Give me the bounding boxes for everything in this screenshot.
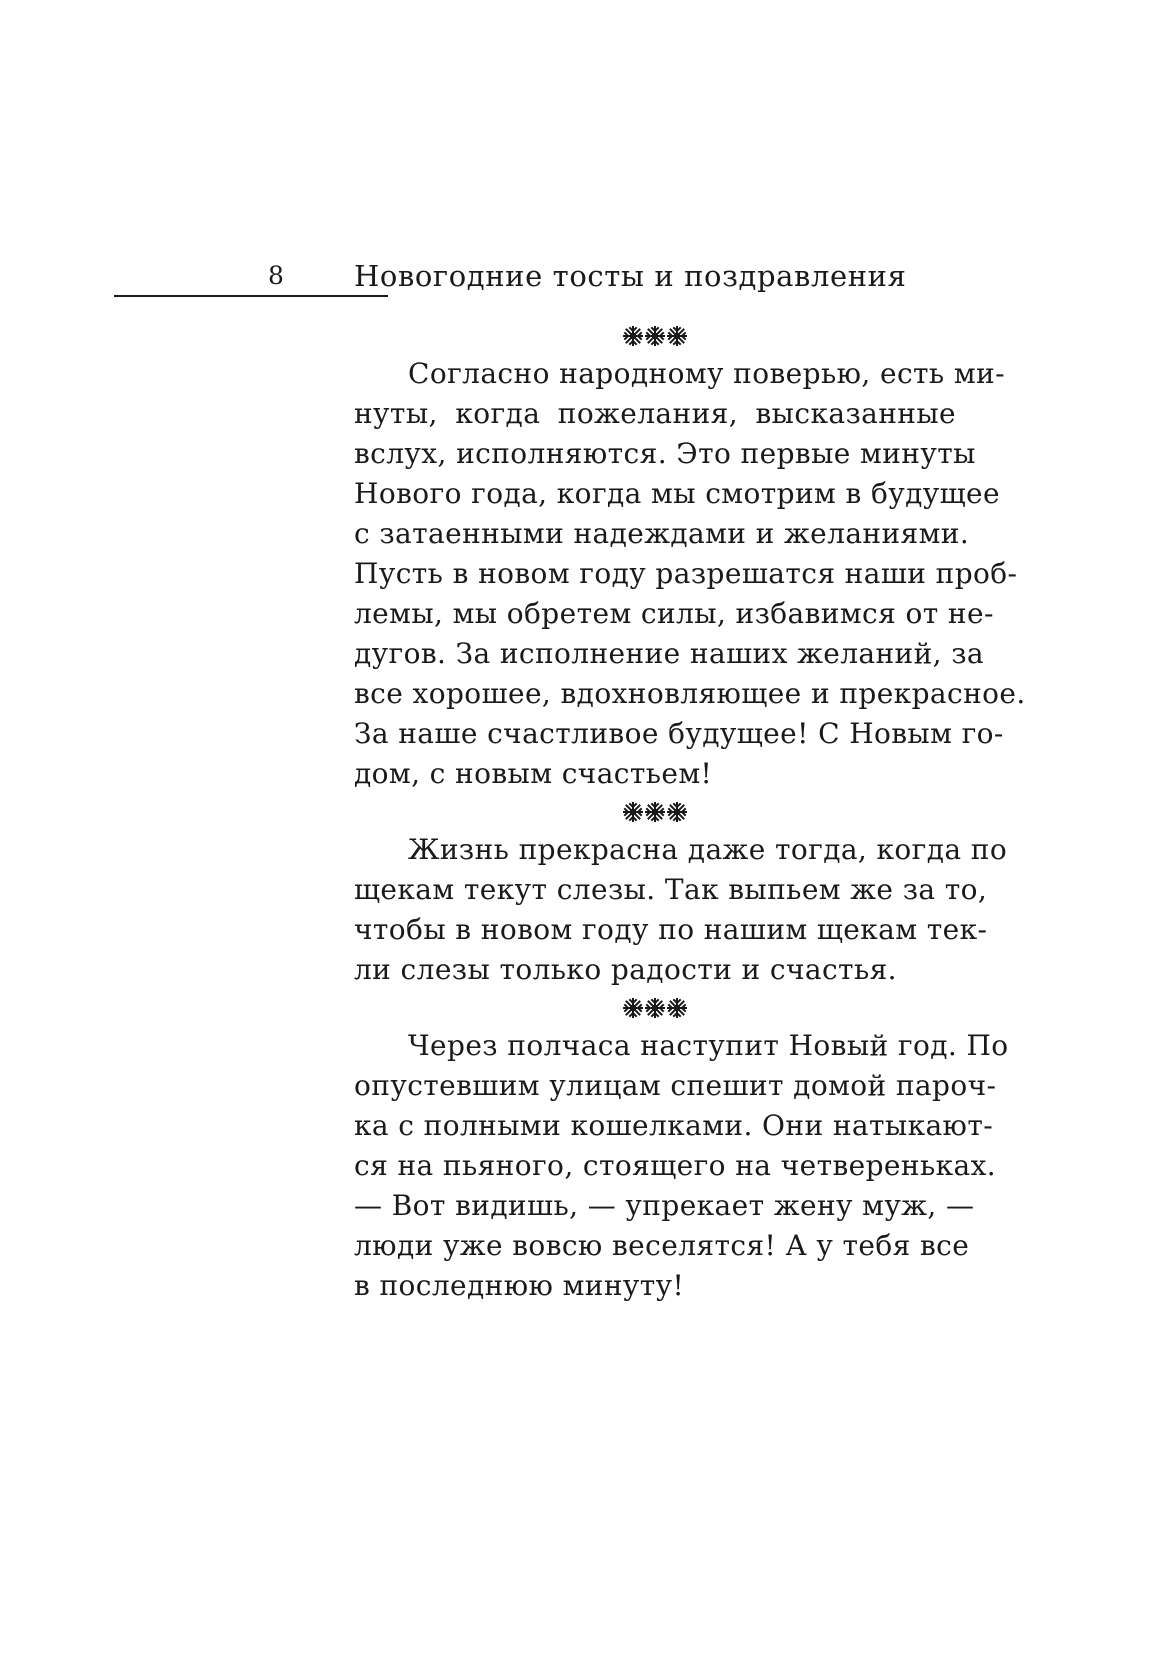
text-line: Через полчаса наступит Новый год. По (408, 1029, 1009, 1062)
header-rule (114, 295, 388, 297)
text-line: с затаенными надеждами и желаниями. (354, 517, 970, 550)
text-line: Нового года, когда мы смотрим в будущее (354, 477, 1000, 510)
text-line: ся на пьяного, стоящего на четвереньках. (354, 1149, 997, 1182)
text-line: в последнюю минуту! (354, 1269, 685, 1302)
toast-paragraph (354, 354, 1026, 794)
text-line: ли слезы только радости и счастья. (354, 953, 897, 986)
snowflake-icon (623, 326, 643, 346)
text-line: ка с полными кошелками. Они натыкают- (354, 1109, 994, 1142)
snowflake-icon (667, 326, 687, 346)
snowflake-icon (667, 998, 687, 1018)
snowflake-icon (623, 998, 643, 1018)
text-line: лемы, мы обретем силы, избавимся от не- (354, 597, 994, 630)
text-line: вслух, исполняются. Это первые минуты (354, 437, 976, 470)
section-title: Новогодние тосты и поздравления (354, 259, 907, 293)
snowflake-icon (645, 326, 665, 346)
text-line: Согласно народному поверью, есть ми- (408, 357, 1005, 390)
text-line: Жизнь прекрасна даже тогда, когда по (408, 833, 1008, 866)
text-block (354, 318, 1026, 1306)
running-head (0, 256, 1165, 296)
text-line: все хорошее, вдохновляющее и прекрасное. (354, 677, 1026, 710)
page-number: 8 (268, 261, 285, 290)
section-ornament (354, 318, 956, 354)
text-line: За наше счастливое будущее! С Новым го- (354, 717, 1004, 750)
toast-paragraph (354, 830, 1008, 990)
snowflake-icon (645, 998, 665, 1018)
text-line: дом, с новым счастьем! (354, 757, 713, 790)
text-line: дугов. За исполнение наших желаний, за (354, 637, 985, 670)
text-line: нуты, когда пожелания, высказанные (354, 397, 956, 430)
text-line: — Вот видишь, — упрекает жену муж, — (354, 1189, 975, 1222)
snowflake-icon (623, 802, 643, 822)
section-ornament (354, 990, 956, 1026)
text-line: люди уже вовсю веселятся! А у тебя все (354, 1229, 970, 1262)
snowflake-icon (667, 802, 687, 822)
text-line: щекам текут слезы. Так выпьем же за то, (354, 873, 988, 906)
snowflake-icon (645, 802, 665, 822)
text-line: чтобы в новом году по нашим щекам тек- (354, 913, 988, 946)
toast-paragraph (354, 1026, 1009, 1306)
text-line: Пусть в новом году разрешатся наши проб- (354, 557, 1018, 590)
text-line: опустевшим улицам спешит домой пароч- (354, 1069, 997, 1102)
section-ornament (354, 794, 956, 830)
